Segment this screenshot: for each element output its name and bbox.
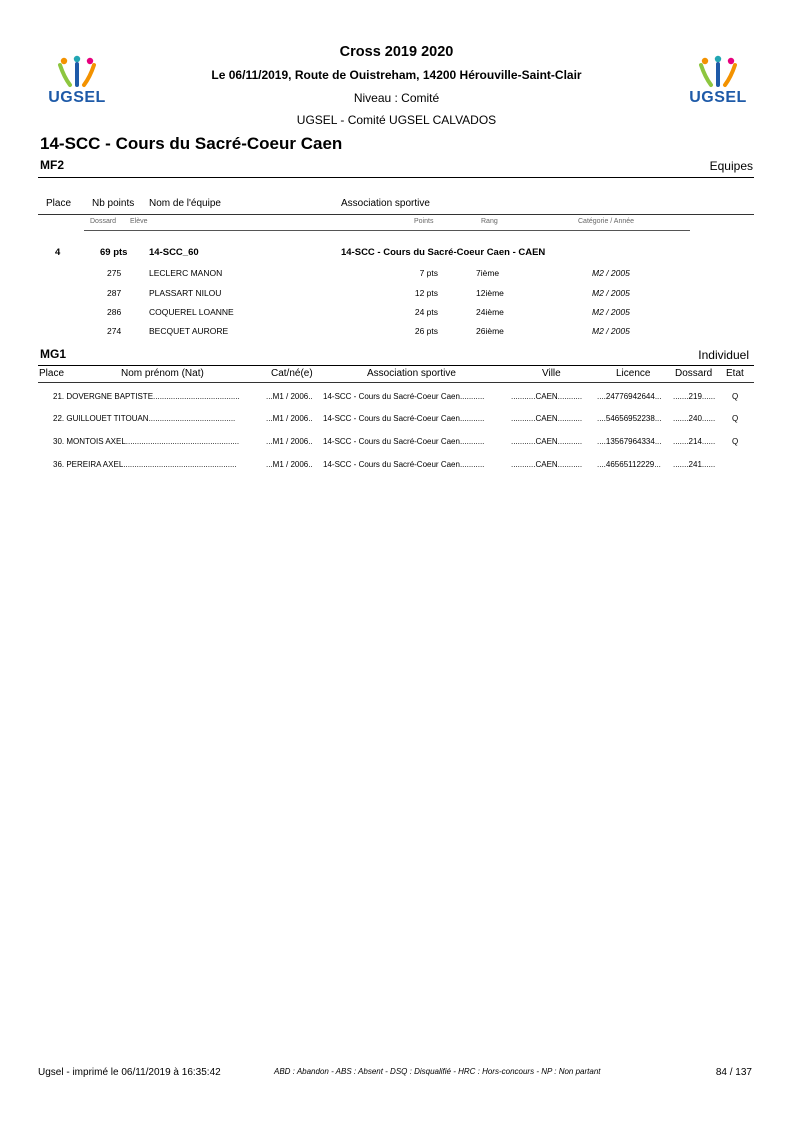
license-cell: ....54656952238... [597,414,662,423]
bib-cell: .......240...... [673,414,716,423]
logo-text: UGSEL [48,89,106,106]
col-bib: Dossard [675,368,713,379]
subcol-rank: Rang [481,218,498,225]
subcol-bib: Dossard [90,218,117,225]
bib-cell: .......214...... [673,437,716,446]
event-title: Cross 2019 2020 [339,44,454,60]
section-name-mf2: MF2 [40,158,64,172]
team-place: 4 [55,247,61,258]
member-rank: 7ième [476,268,500,278]
header-rule [38,382,754,383]
logo-text: UGSEL [689,89,747,106]
place-name: 21. DOVERGNE BAPTISTE....................................... [53,392,240,401]
subcol-student: Elève [130,218,148,225]
col-association: Association sportive [341,198,430,209]
member-category: M2 / 2005 [592,288,630,298]
status-cell: Q [732,437,739,446]
section-type-equipes: Equipes [709,159,753,173]
col-license: Licence [616,368,651,379]
page-number: 84 / 137 [715,1067,752,1078]
ugsel-logo-left [42,55,112,115]
member-points: 26 pts [414,326,438,336]
section-name-mg1: MG1 [40,347,67,361]
member-category: M2 / 2005 [592,307,630,317]
col-place: Place [39,368,65,379]
team-association: 14-SCC - Cours du Sacré-Coeur Caen - CAEN [341,247,546,258]
license-cell: ....46565112229... [597,460,661,469]
license-cell: ....13567964334... [597,437,662,446]
event-committee: UGSEL - Comité UGSEL CALVADOS [296,113,497,127]
team-points: 69 pts [100,247,128,258]
license-cell: ....24776942644... [597,392,662,401]
member-bib: 286 [107,307,122,317]
association-cell: 14-SCC - Cours du Sacré-Coeur Caen........... [323,392,485,401]
association-cell: 14-SCC - Cours du Sacré-Coeur Caen........... [323,460,485,469]
status-cell: Q [732,392,739,401]
member-rank: 12ième [476,288,504,298]
status-cell: Q [732,414,739,423]
club-title: 14-SCC - Cours du Sacré-Coeur Caen [40,134,343,153]
cat-cell: ...M1 / 2006.. [266,437,313,446]
member-points: 24 pts [414,307,438,317]
col-city: Ville [542,368,561,379]
member-category: M2 / 2005 [592,268,630,278]
ugsel-logo-right [683,55,753,115]
bib-cell: .......241...... [673,460,716,469]
col-name: Nom prénom (Nat) [121,368,204,379]
cat-cell: ...M1 / 2006.. [266,392,313,401]
city-cell: ...........CAEN........... [511,437,583,446]
member-points: 7 pts [419,268,438,278]
col-team: Nom de l'équipe [149,198,221,209]
cat-cell: ...M1 / 2006.. [266,414,313,423]
member-name: PLASSART NILOU [149,288,222,298]
member-bib: 274 [107,326,122,336]
place-name: 36. PEREIRA AXEL................................................... [53,460,237,469]
section-rule [38,177,754,178]
place-name: 30. MONTOIS AXEL................................................... [53,437,240,446]
member-name: LECLERC MANON [149,268,223,278]
col-status: Etat [726,368,744,379]
footer-printed: Ugsel - imprimé le 06/11/2019 à 16:35:42 [38,1067,221,1078]
col-cat: Cat/né(e) [271,368,313,379]
association-cell: 14-SCC - Cours du Sacré-Coeur Caen........... [323,414,485,423]
subcol-points: Points [414,218,434,225]
team-name: 14-SCC_60 [149,247,199,258]
subcol-category: Catégorie / Année [578,218,635,225]
association-cell: 14-SCC - Cours du Sacré-Coeur Caen........... [323,437,485,446]
place-name: 22. GUILLOUET TITOUAN....................................... [53,414,236,423]
event-level: Niveau : Comité [353,91,440,105]
member-rank: 26ième [476,326,504,336]
member-category: M2 / 2005 [592,326,630,336]
member-bib: 287 [107,288,122,298]
member-name: COQUEREL LOANNE [149,307,234,317]
cat-cell: ...M1 / 2006.. [266,460,313,469]
section-rule [38,365,754,366]
bib-cell: .......219...... [673,392,716,401]
member-rank: 24ième [476,307,504,317]
subheader-rule [84,230,690,231]
city-cell: ...........CAEN........... [511,414,583,423]
member-name: BECQUET AURORE [149,326,229,336]
col-association: Association sportive [367,368,456,379]
header-rule [38,214,754,215]
member-bib: 275 [107,268,122,278]
section-type-individuel: Individuel [698,348,749,362]
event-subtitle: Le 06/11/2019, Route de Ouistreham, 14200 Hérouville-Saint-Clair [211,68,582,82]
city-cell: ...........CAEN........... [511,392,583,401]
col-place: Place [46,198,72,209]
member-points: 12 pts [414,288,438,298]
footer-legend: ABD : Abandon - ABS : Absent - DSQ : Disqualifié - HRC : Hors-concours - NP : Non partant [274,1067,601,1076]
col-points: Nb points [92,198,135,209]
city-cell: ...........CAEN........... [511,460,583,469]
